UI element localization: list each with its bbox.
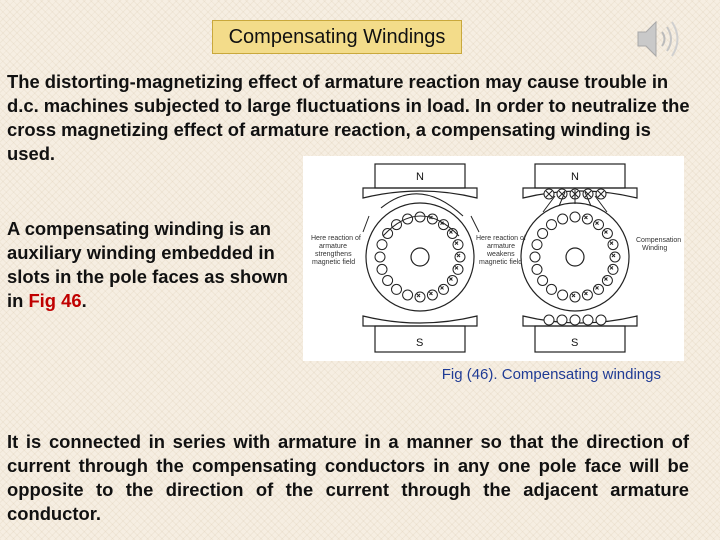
armature-conductor: [538, 276, 548, 286]
armature-conductor: [392, 284, 402, 294]
armature-conductor: [610, 252, 620, 262]
slide-title: [212, 20, 462, 54]
armature-conductor: [415, 292, 425, 302]
compensating-conductor-top: [583, 189, 593, 199]
armature-conductor: [602, 276, 612, 286]
armature-conductor: [375, 252, 385, 262]
armature-conductor: [538, 229, 548, 239]
armature-conductor: [602, 229, 612, 239]
armature-conductor: [582, 214, 592, 224]
definition-text: A compensating winding is an auxiliary winding embedded in slots in the pole faces as shown in: [7, 218, 289, 311]
armature-conductor: [594, 284, 604, 294]
armature-conductor: [377, 240, 387, 250]
compensating-windings-figure: [303, 156, 684, 361]
armature-conductor: [383, 229, 393, 239]
definition-paragraph: [7, 217, 307, 313]
label-left-1: Here reaction of: [311, 235, 361, 242]
armature-conductor: [455, 252, 465, 262]
compensating-conductor-bottom: [570, 315, 580, 325]
armature-conductor: [594, 220, 604, 230]
armature-conductor: [558, 290, 568, 300]
armature-conductor: [547, 220, 557, 230]
compensating-conductor-top: [596, 189, 606, 199]
armature-conductor: [447, 276, 457, 286]
compensating-conductor-bottom: [544, 315, 554, 325]
label-mid-3: weakens: [487, 251, 515, 258]
compensating-conductor-bottom: [557, 315, 567, 325]
label-right-1: Compensation: [636, 237, 682, 244]
slide-title-text: Compensating Windings: [228, 25, 446, 48]
left-machine-diagram: [363, 164, 479, 352]
compensating-conductor-bottom: [596, 315, 606, 325]
armature-conductor: [608, 240, 618, 250]
armature-conductor: [570, 292, 580, 302]
label-left-2: armature: [319, 243, 348, 250]
label-mid-1: Here reaction of: [476, 235, 526, 242]
label-mid-4: magnetic field: [479, 259, 523, 266]
armature-conductor: [403, 214, 413, 224]
armature-conductor: [415, 212, 425, 222]
armature-conductor: [532, 264, 542, 274]
speaker-sound-icon[interactable]: [630, 14, 690, 64]
armature-conductor: [582, 290, 592, 300]
armature-conductor: [439, 284, 449, 294]
armature-conductor: [530, 252, 540, 262]
compensating-conductor-bottom: [583, 315, 593, 325]
armature-conductor: [383, 276, 393, 286]
compensating-conductor-top: [544, 189, 554, 199]
armature-conductor: [453, 240, 463, 250]
armature-conductor: [558, 214, 568, 224]
connection-paragraph: It is connected in series with armature in a manner so that the direction of current through the compensating conductors in any one pole face will be opposite to the direction of the current through the adjacent armature conductor.: [7, 431, 689, 524]
armature-conductor: [453, 264, 463, 274]
left-pole-n: N: [416, 171, 424, 183]
armature-conductor: [547, 284, 557, 294]
armature-conductor: [608, 264, 618, 274]
label-right-2: Winding: [642, 245, 668, 252]
label-left-3: strengthens: [315, 251, 352, 258]
definition-period: .: [81, 290, 87, 311]
right-pole-n: N: [571, 171, 579, 183]
armature-conductor: [532, 240, 542, 250]
label-left-4: magnetic field: [312, 259, 356, 266]
figure-caption: Fig (46). Compensating windings: [441, 366, 661, 383]
compensating-conductor-top: [557, 189, 567, 199]
armature-conductor: [377, 264, 387, 274]
right-pole-s: S: [571, 337, 579, 349]
armature-conductor: [403, 290, 413, 300]
armature-conductor: [570, 212, 580, 222]
left-pole-s: S: [416, 337, 424, 349]
label-mid-2: armature: [487, 243, 516, 250]
intro-paragraph: The distorting-magnetizing effect of armature reaction may cause trouble in d.c. machines subjected to large fluctuations in load. In order to neutralize the cross magnetizing effect of armature reaction, a compensating winding is used.: [7, 71, 690, 164]
right-machine-diagram: [521, 164, 637, 352]
armature-conductor: [427, 290, 437, 300]
figure-reference: Fig 46: [28, 290, 82, 311]
